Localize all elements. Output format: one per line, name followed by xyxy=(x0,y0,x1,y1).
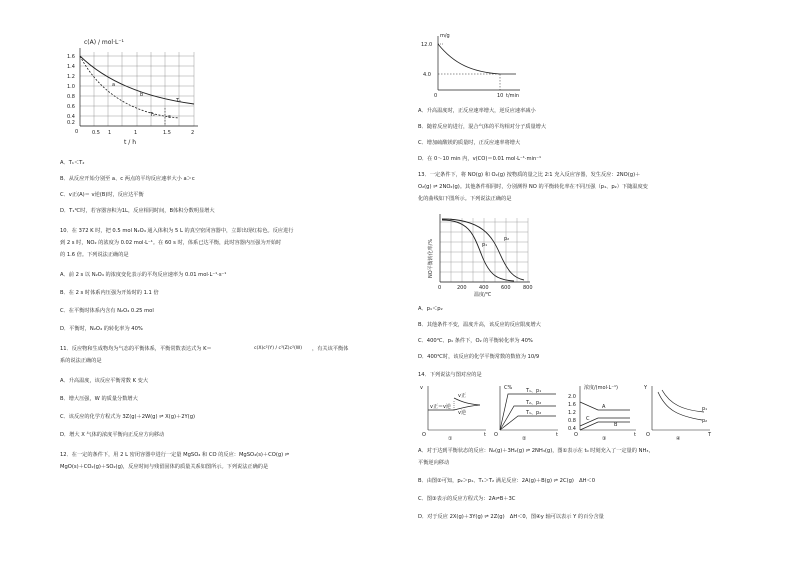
q10-option-b: B．在 2 s 时体系内压强为开始时的 1.1 倍 xyxy=(60,290,159,296)
svg-text:1.6: 1.6 xyxy=(568,402,576,408)
q14-panel-4 xyxy=(643,385,712,442)
no-x-ticks xyxy=(438,285,533,291)
svg-text:A: A xyxy=(602,404,606,410)
q14-panel-1 xyxy=(420,385,486,442)
q14-option-a-line2: 平衡逆向移动 xyxy=(418,460,450,466)
q12-option-c: C．增加硫酸镁的质量时，正反应速率将增大 xyxy=(418,140,521,146)
no-chart-xlabel: 温度/℃ xyxy=(474,292,492,298)
q14-stem: 14．下列说法与图对应的是 xyxy=(418,372,482,378)
svg-text:a: a xyxy=(112,82,116,88)
q13-option-b: B．其他条件不变，温度升高，该反应的反应限度增大 xyxy=(418,322,541,328)
svg-text:800: 800 xyxy=(523,285,533,291)
svg-text:2.0: 2.0 xyxy=(568,394,576,400)
q13-option-c: C．400℃、p₁ 条件下，O₂ 的平衡转化率为 40% xyxy=(418,338,533,344)
q13-option-a: A．p₁＜p₂ xyxy=(418,306,443,312)
svg-text:v: v xyxy=(420,385,423,391)
svg-text:v逆: v逆 xyxy=(458,410,466,416)
svg-text:p₂: p₂ xyxy=(702,418,708,424)
svg-text:t/min: t/min xyxy=(506,93,520,99)
svg-text:④: ④ xyxy=(676,436,681,442)
q11-stem-a: 11．反应物和生成物均为气态的平衡体系，平衡常数表达式为 K＝ xyxy=(60,346,212,352)
svg-text:v正: v正 xyxy=(458,393,466,399)
svg-text:1.6: 1.6 xyxy=(67,54,75,60)
svg-text:1.4: 1.4 xyxy=(67,64,75,70)
q11-stem-b: ，有关该平衡体 xyxy=(312,346,349,352)
svg-text:p₁: p₁ xyxy=(702,406,708,412)
q9-option-a: A．T₁＜T₂ xyxy=(60,160,85,166)
q10-option-d: D．平衡时，N₂O₄ 的转化率为 40% xyxy=(60,326,143,332)
svg-text:T₂、p₂: T₂、p₂ xyxy=(526,400,542,406)
svg-text:2: 2 xyxy=(191,130,195,136)
q10-option-a: A．前 2 s 以 N₂O₄ 的浓度变化表示的平均反应速率为 0.01 mol·L⁻¹·s⁻¹ xyxy=(60,272,227,278)
svg-text:b: b xyxy=(140,92,144,98)
no-conversion-chart xyxy=(424,206,538,298)
mass-curve xyxy=(438,44,516,74)
no-chart-ylabel: NO平衡转化率/% xyxy=(428,238,434,278)
svg-text:12.0: 12.0 xyxy=(421,42,433,48)
svg-text:0: 0 xyxy=(75,129,79,135)
svg-text:200: 200 xyxy=(457,285,467,291)
curve-t2 xyxy=(80,56,182,118)
svg-text:0: 0 xyxy=(434,93,438,99)
q11-option-b: B．增大压强，W 的质量分数增大 xyxy=(60,396,138,402)
svg-text:①: ① xyxy=(448,436,453,442)
svg-text:O: O xyxy=(574,432,578,438)
svg-text:O: O xyxy=(646,432,650,438)
q12-stem-line1: 12．在一定的条件下，用 2 L 密闭容器中进行一定量 MgSO₄ 和 CO 的反应：MgSO₄(s)＋CO(g) ⇌ xyxy=(60,452,290,458)
svg-text:C%: C% xyxy=(504,385,513,391)
q14-option-a-line1: A．对于达到平衡状态的反应：N₂(g)＋3H₂(g) ⇌ 2NH₃(g)，图①表示在 t₀ 时刻充入了一定量的 NH₃， xyxy=(418,448,654,454)
svg-text:c: c xyxy=(168,114,171,120)
svg-text:10: 10 xyxy=(497,93,504,99)
curve-p2 xyxy=(442,219,524,280)
svg-text:t: t xyxy=(484,432,486,438)
q12-option-d: D．在 0～10 min 内，v(CO)＝0.01 mol·L⁻¹·min⁻¹ xyxy=(418,156,542,162)
q12-option-a: A．升高温度时，正反应速率增大，逆反应速率减小 xyxy=(418,108,536,114)
svg-text:0.2: 0.2 xyxy=(67,120,75,126)
svg-text:p₁: p₁ xyxy=(482,242,488,248)
q14-panel-2 xyxy=(494,385,558,442)
svg-text:③: ③ xyxy=(602,436,607,442)
curve-labels xyxy=(112,82,181,120)
mass-time-chart xyxy=(420,30,530,102)
q10-option-c: C．在平衡时体系内含有 N₂O₄ 0.25 mol xyxy=(60,308,154,314)
chart-ylabel: c(A) / mol·L⁻¹ xyxy=(84,39,124,46)
svg-text:C: C xyxy=(586,416,590,422)
svg-text:0.5: 0.5 xyxy=(92,130,100,136)
q10-stem-line3: 的 1.6 倍。下列说法正确的是 xyxy=(60,252,129,258)
q9-option-d: D．T₁℃时，若容器容积为1L，反应相同时间，B体积分数明显增大 xyxy=(60,208,215,214)
svg-text:0.4: 0.4 xyxy=(67,114,75,120)
mass-chart-ylabel: m/g xyxy=(440,33,450,39)
q11-option-d: D．增大 X 气体的浓度平衡向正反应方向移动 xyxy=(60,432,165,438)
svg-text:0.4: 0.4 xyxy=(568,426,576,432)
svg-text:t: t xyxy=(634,432,636,438)
q10-stem-line1: 10．在 372 K 时，把 0.5 mol N₂O₄ 通入体积为 5 L 的真空密闭容器中，立即出现红棕色。反应进行 xyxy=(60,228,294,234)
svg-text:1: 1 xyxy=(108,130,112,136)
svg-text:v正＝v逆: v正＝v逆 xyxy=(430,404,451,410)
svg-text:②: ② xyxy=(522,436,527,442)
x-tick-labels xyxy=(92,130,194,136)
svg-text:0.8: 0.8 xyxy=(67,94,75,100)
svg-text:O: O xyxy=(422,432,426,438)
svg-text:T₁: T₁ xyxy=(176,98,182,104)
q10-stem-line2: 到 2 s 时，NO₂ 的浓度为 0.02 mol·L⁻¹。在 60 s 时，体系已达平衡，此时容器内压强为开始时 xyxy=(60,240,282,246)
q12-option-b: B．随着反应的进行，混合气体的平均相对分子质量增大 xyxy=(418,124,547,130)
svg-text:O: O xyxy=(494,432,498,438)
q14-option-c: C．图③表示的反应方程式为：2A⇌B＋3C xyxy=(418,496,516,502)
svg-text:4.0: 4.0 xyxy=(423,72,431,78)
q9-option-c: C．v正(A)＝ v逆(B)时，反应达平衡 xyxy=(60,192,144,198)
q11-option-a: A．升高温度，该反应平衡常数 K 变大 xyxy=(60,378,149,384)
q12-stem-line2: MgO(s)＋CO₂(g)＋SO₂(g)，反应时间与残留固体的质量关系如图所示。下列说法正确的是 xyxy=(60,464,269,470)
svg-text:T₁、p₁: T₁、p₁ xyxy=(526,388,542,394)
q13-option-d: D．400℃时，该反应的化学平衡常数的数值为 10/9 xyxy=(418,354,540,360)
svg-text:1.2: 1.2 xyxy=(67,74,75,80)
svg-text:0: 0 xyxy=(438,285,442,291)
svg-text:T₁、p₂: T₁、p₂ xyxy=(526,410,542,416)
q11-stem-c: 系的说法正确的是 xyxy=(60,358,102,364)
q13-stem-line1: 13．一定条件下，将 NO(g) 和 O₂(g) 按物质的量之比 2∶1 充入反应容器，发生反应：2NO(g)＋ xyxy=(418,172,641,178)
q14-figures xyxy=(418,380,718,442)
svg-text:400: 400 xyxy=(479,285,489,291)
q11-option-c: C．该反应的化学方程式为 3Z(g)＋2W(g) ⇌ X(g)＋2Y(g) xyxy=(60,414,196,420)
chart-xlabel: t / h xyxy=(124,139,136,146)
svg-text:T: T xyxy=(708,432,712,438)
q13-stem-line3: 化的曲线如下图所示。下列说法正确的是 xyxy=(418,196,512,202)
svg-text:0.6: 0.6 xyxy=(67,104,75,110)
svg-text:1.5: 1.5 xyxy=(163,130,171,136)
svg-text:B: B xyxy=(614,422,618,428)
svg-text:1.0: 1.0 xyxy=(67,84,75,90)
q14-option-d: D．对于反应 2X(g)＋3Y(g) ⇌ 2Z(g) ΔH＜0，图④y 轴可以表示 Y 的百分含量 xyxy=(418,514,604,520)
q14-option-b: B．由图②可知，p₂＞p₁、T₁＞T₂ 满足反应：2A(g)＋B(g) ⇌ 2C(g) ΔH＜0 xyxy=(418,478,596,484)
svg-text:1.2: 1.2 xyxy=(568,410,576,416)
svg-text:0.8: 0.8 xyxy=(568,418,576,424)
svg-text:t: t xyxy=(556,432,558,438)
q13-stem-line2: O₂(g) ⇌ 2NO₂(g)。其他条件相同时，分别测得 NO 的平衡转化率在不同压强（p₁、p₂）下随温度变 xyxy=(418,184,648,190)
svg-text:浓度/(mol·L⁻¹): 浓度/(mol·L⁻¹) xyxy=(584,385,618,391)
svg-text:Y: Y xyxy=(644,385,648,391)
svg-text:p₂: p₂ xyxy=(504,236,510,242)
q9-option-b: B．从反应开始分别至 a、c 两点的平均反应速率大小 a＞c xyxy=(60,176,195,182)
svg-text:1: 1 xyxy=(134,130,138,136)
svg-text:T₂: T₂ xyxy=(150,112,156,118)
concentration-time-chart xyxy=(64,36,214,152)
svg-text:600: 600 xyxy=(501,285,511,291)
q14-panel-3 xyxy=(568,384,636,442)
y-tick-labels xyxy=(67,54,78,135)
q11-formula: c(X)c²(Y) / c³(Z)c²(W) xyxy=(254,346,303,351)
